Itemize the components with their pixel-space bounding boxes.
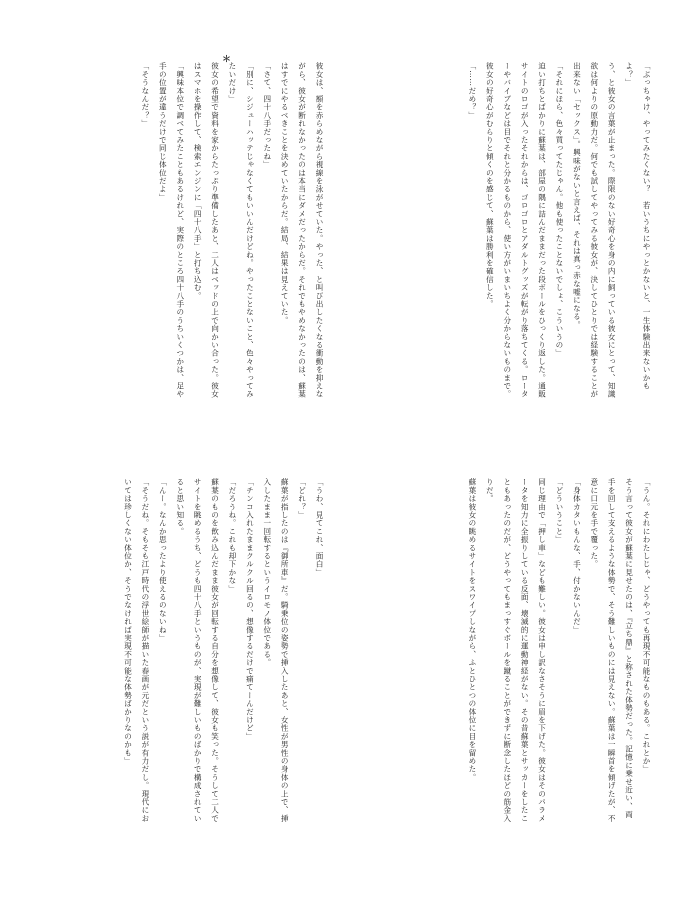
text-block-upper-left: 彼女は、額を赤らめながら視線を泳がせていた。やった、と叫び出したくなる衝動を抑えながら、彼女が断れなかったのは本当にダメだったからだ。それでもやめなかったのは、蘇葉はすでにやるべきことを決めていたからだ。結局、結果は見えていた。 「さて、四十八手だったね」 「別に、シジューハッテじゃなくてもいいんだけどね。やったことないこと、色々やってみたいだけ」 彼女の希望で資料を家からたっぷり準備したあと、二人はベッドの上で向かい合った。彼女はスマホを操作して、検索エンジンに「四十八手」と打ち込む。 「興味本位で調べてみたこともあるけれど、実際のところ四十八手のうちいくつかは、足や手の位置が違うだけで同じ体位だよ」 「そうなんだ？」 — [140, 62, 324, 399]
text-block-lower-right: 「うん。それにわたしじゃ、どうやっても再現不可能なものもある。これとか」 そう言って彼女が蘇葉に見せたのは、『立ち鼎』と称された体勢だった。記憶に乗せ近い、両手を回して支えるような体勢で、そう難しいものには見えない。蘇葉は一瞬首を傾げたが、不意に口元を手で覆った。 「身体カタいもんな、手、付かないんだ」 「どういうこと」 同じ理由で「押し車」なども難しい。彼女は申し訳なさそうに眉を下げた。彼女はそのパラメータを知力に全振りしている反面、壊滅的に運動神経がない。その昔蘇葉とサッカーをしたこともあったのだが、どうやってもまっすぐボールを蹴ることができずに断念したほどの筋金入りだ。 蘇葉は彼女の眺めるサイトをスワイプしながら、ふとひとつの体位に目を留めた。 — [467, 478, 651, 823]
text-block-lower-left: 「うわ、見てこれ、面白」 「どれ？」 蘇葉が指したのは『御所車』だ。騎乗位の姿勢で挿入したあと、女性が男性の身体の上で、挿入したまま一回転するというイロモノ体位である。 「チンコ入れたままクルクル回るの、想像するだけで痛てーんだけど」 「だろうね。これも却下かな」 蘇葉のものを飲み込んだまま彼女が回転する自分を想像して、彼女も笑った。そうして二人でサイトを眺めるうち、どうも四十八手というものが、実現が難しいものばかりで構成されていると思い知る。 「んー。なんか思ったより使えるのないね」 「そうだね。そもそも江戸時代の浮世絵師が描いた春画が元だという説が有力だし。現代においては珍しくない体位か、そうでなければ実現不可能な体勢ばかりなのかも」 — [123, 478, 324, 823]
text-block-upper-right: 「ぶっちゃけ、やってみたくない？ 若いうちにやっとかないと、一生体験出来ないかもよ？」 う、と彼女の言葉が止まった。際限のない好奇心を身の内に飼っている彼女にとって、知識欲は何よりの原動力だ。何でも試してやってみる彼女が、決してひとりでは経験することが出来ない「セックス」。興味がないと言えば、それは真っ赤な嘘になる。 「それにほら、色々買ってたじゃん。他も使ったことないでしょ、こういうの」 迫い打ちとばかりに蘇葉は、部屋の隅に詰んだままだった段ボールをひっくり返した。通販サイトのロゴが入ったそれからは、ゴロゴロとアダルトグッズが転がり落ちてくる。ローターやバイブなどは目でそれと分かるものから、使い方がいまいちよく分からないものまで。彼女の好奇心がむらりと傾くのを感じて、蘇葉は勝利を確信した。 「……だめ？」 — [467, 62, 651, 399]
section-separator: ＊ — [222, 55, 232, 65]
